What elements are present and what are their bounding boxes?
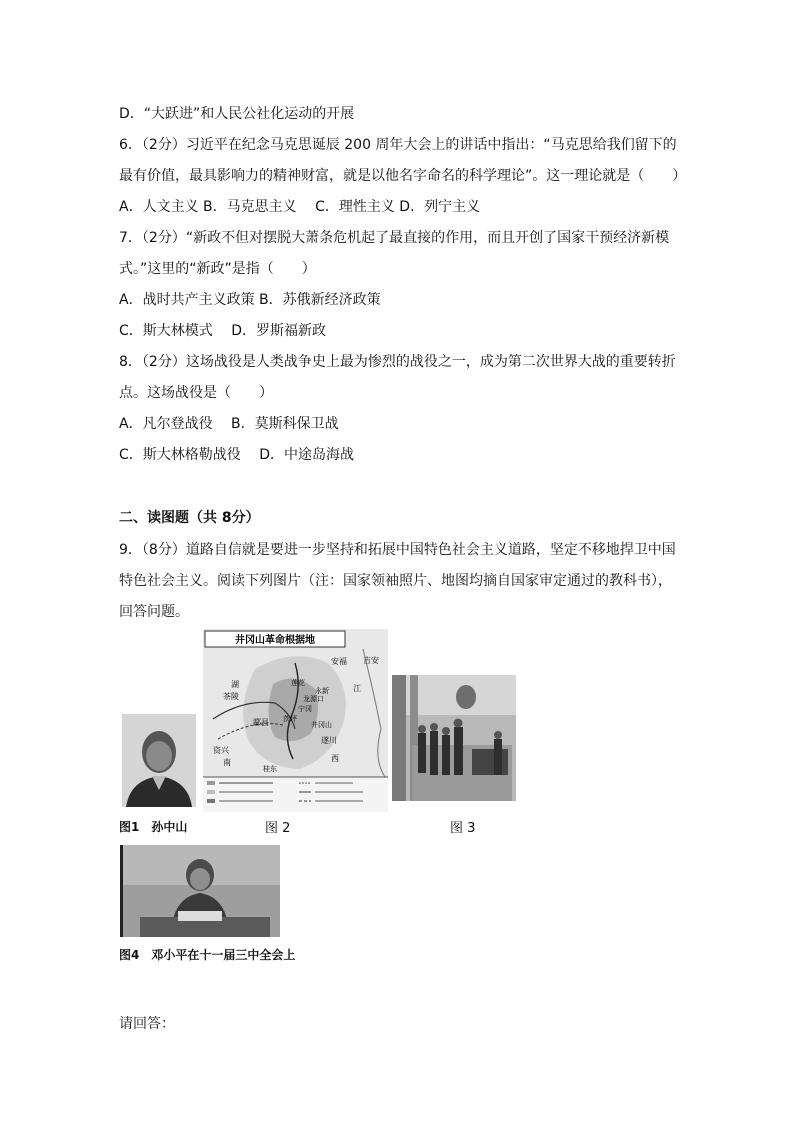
q9-line1: 9．（8分）道路自信就是要进一步坚持和拓展中国特色社会主义道路，坚定不移地捍卫中国 (119, 542, 676, 558)
map-place-label: 遂川 (321, 736, 337, 745)
q8-line2: 点。这场战役是（ ） (119, 385, 273, 401)
q9-line3: 回答问题。 (119, 604, 189, 620)
map-place-label: 江 (353, 684, 361, 693)
figure-4-photo (120, 845, 280, 937)
map-place-label: 茶陵 (223, 692, 239, 701)
meeting-photo (120, 845, 280, 937)
portrait-photo (122, 714, 196, 807)
figure-2-caption: 图 2 (265, 821, 291, 836)
map-place-label: 南 (223, 758, 231, 767)
section-heading: 二、读图题（共 8分） (119, 510, 260, 526)
q6-options: A．人文主义 B．马克思主义 C．理性主义 D．列宁主义 (119, 199, 481, 215)
map-place-label: 井冈山 (311, 721, 332, 729)
figure-1-portrait (122, 714, 196, 807)
map-place-label: 西 (331, 754, 339, 763)
map-place-label: 资兴 (213, 746, 229, 755)
q7-options-ab: A．战时共产主义政策 B．苏俄新经济政策 (119, 292, 381, 308)
figure-2-map (203, 629, 388, 812)
jinggangshan-map (203, 629, 388, 812)
map-place-label: 龙源口 (303, 695, 324, 703)
map-place-label: 茨坪 (283, 715, 297, 723)
q7-line2: 式。”这里的“新政”是指（ ） (119, 261, 316, 277)
map-place-label: 酃县 (253, 718, 269, 727)
q5-option-d: D．“大跃进”和人民公社化运动的开展 (119, 106, 355, 122)
map-title: 井冈山革命根据地 (235, 635, 315, 646)
figure-3-caption: 图 3 (450, 821, 476, 836)
figure-3-photo (392, 675, 516, 801)
q7-options-cd: C．斯大林模式 D．罗斯福新政 (119, 323, 327, 339)
map-place-label: 安福 (331, 657, 347, 666)
q8-line1: 8．（2分）这场战役是人类战争史上最为惨烈的战役之一，成为第二次世界大战的重要转折 (119, 354, 676, 370)
q6-line2: 最有价值，最具影响力的精神财富，就是以他名字命名的科学理论”。这一理论就是（ ） (119, 168, 687, 184)
q9-line2: 特色社会主义。阅读下列图片（注：国家领袖照片、地图均摘自国家审定通过的教科书）， (119, 573, 672, 589)
map-place-label: 湖 (231, 680, 239, 689)
map-place-label: 桂东 (263, 765, 277, 773)
q7-line1: 7．（2分）“新政不但对摆脱大萧条危机起了最直接的作用，而且开创了国家干预经济新模 (119, 230, 670, 246)
figure-4-caption: 图4 邓小平在十一届三中全会上 (119, 948, 296, 962)
figure-1-caption: 图1 孙中山 (119, 820, 188, 834)
map-place-label: 吉安 (363, 656, 379, 665)
ceremony-photo (392, 675, 516, 801)
q8-options-cd: C．斯大林格勒战役 D．中途岛海战 (119, 447, 355, 463)
map-place-label: 永新 (315, 687, 329, 695)
map-place-label: 宁冈 (298, 705, 312, 713)
q8-options-ab: A．凡尔登战役 B．莫斯科保卫战 (119, 416, 339, 432)
q6-line1: 6．（2分）习近平在纪念马克思诞辰 200 周年大会上的讲话中指出：“马克思给我们留下的 (119, 137, 677, 153)
map-place-label: 莲花 (291, 679, 305, 687)
answer-prompt: 请回答： (119, 1016, 175, 1032)
